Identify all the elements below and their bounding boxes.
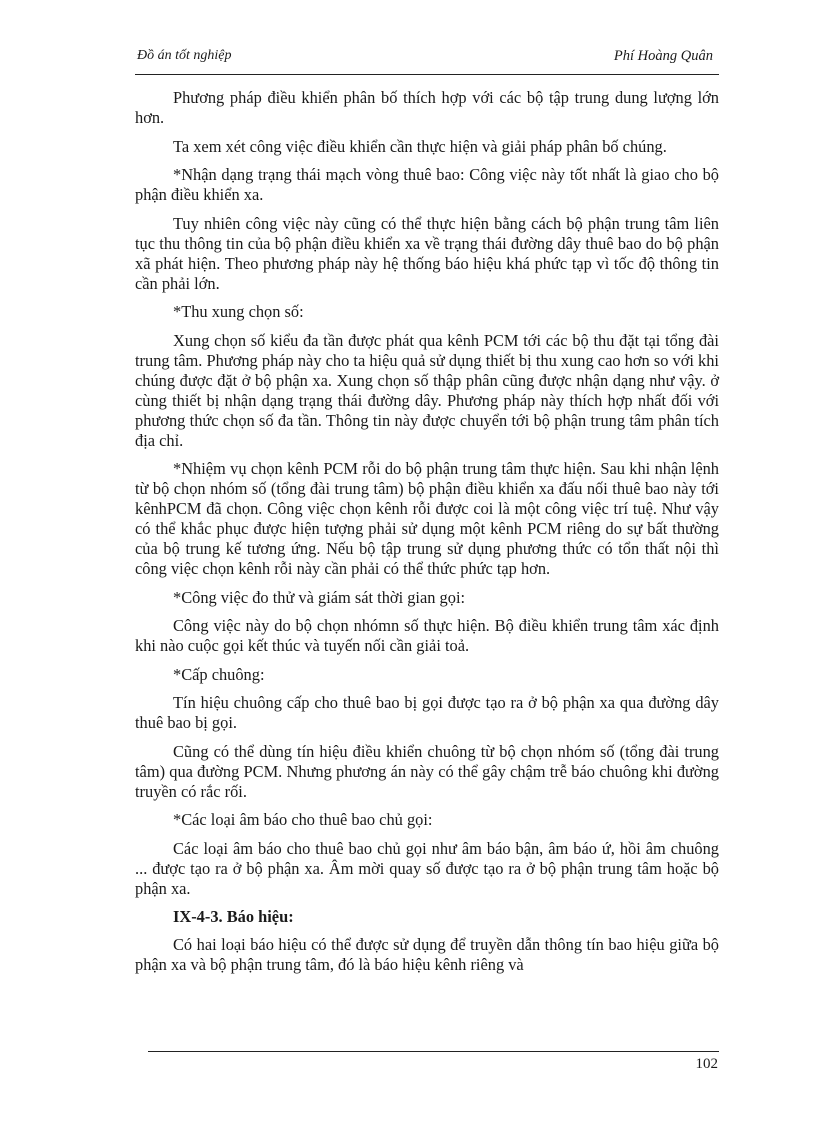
header-author-name: Phí Hoàng Quân <box>613 48 713 64</box>
body-paragraph: Tuy nhiên công việc này cũng có thể thực hiện bằng cách bộ phận trung tâm liên tục thu thông tin của bộ phận điều khiển xa về trạng thái đường dây thuê bao do bộ phận xã phát hiện. Theo phương pháp này hệ thống báo hiệu khá phức tạp vì tốc độ thông tin cần phải lớn. <box>135 213 719 293</box>
body-paragraph: Các loại âm báo cho thuê bao chủ gọi như âm báo bận, âm báo ứ, hồi âm chuông ... được tạo ra ở bộ phận xa. Âm mời quay số được tạo ra ở bộ phận trung tâm hoặc bộ phận xa. <box>135 838 719 898</box>
header-document-title: Đồ án tốt nghiệp <box>137 48 232 63</box>
body-paragraph: *Nhận dạng trạng thái mạch vòng thuê bao: Công việc này tốt nhất là giao cho bộ phận điều khiển xa. <box>135 165 719 204</box>
body-paragraph: *Nhiệm vụ chọn kênh PCM rỗi do bộ phận trung tâm thực hiện. Sau khi nhận lệnh từ bộ chọn nhóm số (tổng đài trung tâm) bộ phận điều khiển xa đấu nối thuê bao này tới kênhPCM đã chọn. Công việc chọn kênh rỗi được coi là một công việc trí tuệ. Như vậy có thể khắc phục được hiện tượng phải sử dụng một kênh PCM riêng do sự bất thường của bộ trung kế tương ứng. Nếu bộ tập trung sử dụng phương thức có tổn thất nội thì công việc chọn kênh rỗi này cần phải có thể thức phức tạp hơn. <box>135 459 719 578</box>
section-heading: IX-4-3. Báo hiệu: <box>173 907 294 926</box>
body-paragraph: Phương pháp điều khiển phân bố thích hợp với các bộ tập trung dung lượng lớn hơn. <box>135 88 719 127</box>
body-paragraph: Ta xem xét công việc điều khiển cần thực hiện và giải pháp phân bố chúng. <box>173 136 667 156</box>
body-paragraph: Công việc này do bộ chọn nhómn số thực hiện. Bộ điều khiển trung tâm xác định khi nào cuộc gọi kết thúc và tuyến nối cần giải toả. <box>135 616 719 655</box>
body-paragraph: Xung chọn số kiểu đa tần được phát qua kênh PCM tới các bộ thu đặt tại tổng đài trung tâm. Phương pháp này cho ta hiệu quả sử dụng thiết bị thu xung cao hơn so với khi chúng được đặt ở bộ phận xa. Xung chọn số thập phân cũng được nhận dạng như vậy. ở cùng thiết bị nhận dạng trạng thái đường dây. Phương pháp này thích hợp nhất đối với phương thức chọn số đa tần. Thông tin này được chuyển tới bộ phận trung tâm phân tích địa chỉ. <box>135 330 719 450</box>
body-paragraph: Cũng có thể dùng tín hiệu điều khiển chuông từ bộ chọn nhóm số (tổng đài trung tâm) qua đường PCM. Nhưng phương án này có thể gây chậm trễ báo chuông khi đường truyền có rắc rối. <box>135 741 719 801</box>
page-header <box>135 44 719 75</box>
footer-divider <box>148 1051 719 1052</box>
body-paragraph: Tín hiệu chuông cấp cho thuê bao bị gọi được tạo ra ở bộ phận xa qua đường dây thuê bao bị gọi. <box>135 693 719 732</box>
body-paragraph: *Các loại âm báo cho thuê bao chủ gọi: <box>173 810 433 829</box>
closing-paragraph: Có hai loại báo hiệu có thể được sử dụng để truyền dẫn thông tín bao hiệu giữa bộ phận xa và bộ phận trung tâm, đó là báo hiệu kênh riêng và <box>135 935 719 974</box>
page-body <box>135 88 719 984</box>
body-paragraph: *Thu xung chọn số: <box>173 302 304 321</box>
page-number: 102 <box>695 1056 718 1072</box>
body-paragraph: *Công việc đo thử và giám sát thời gian gọi: <box>173 587 466 607</box>
body-paragraph: *Cấp chuông: <box>173 664 265 684</box>
